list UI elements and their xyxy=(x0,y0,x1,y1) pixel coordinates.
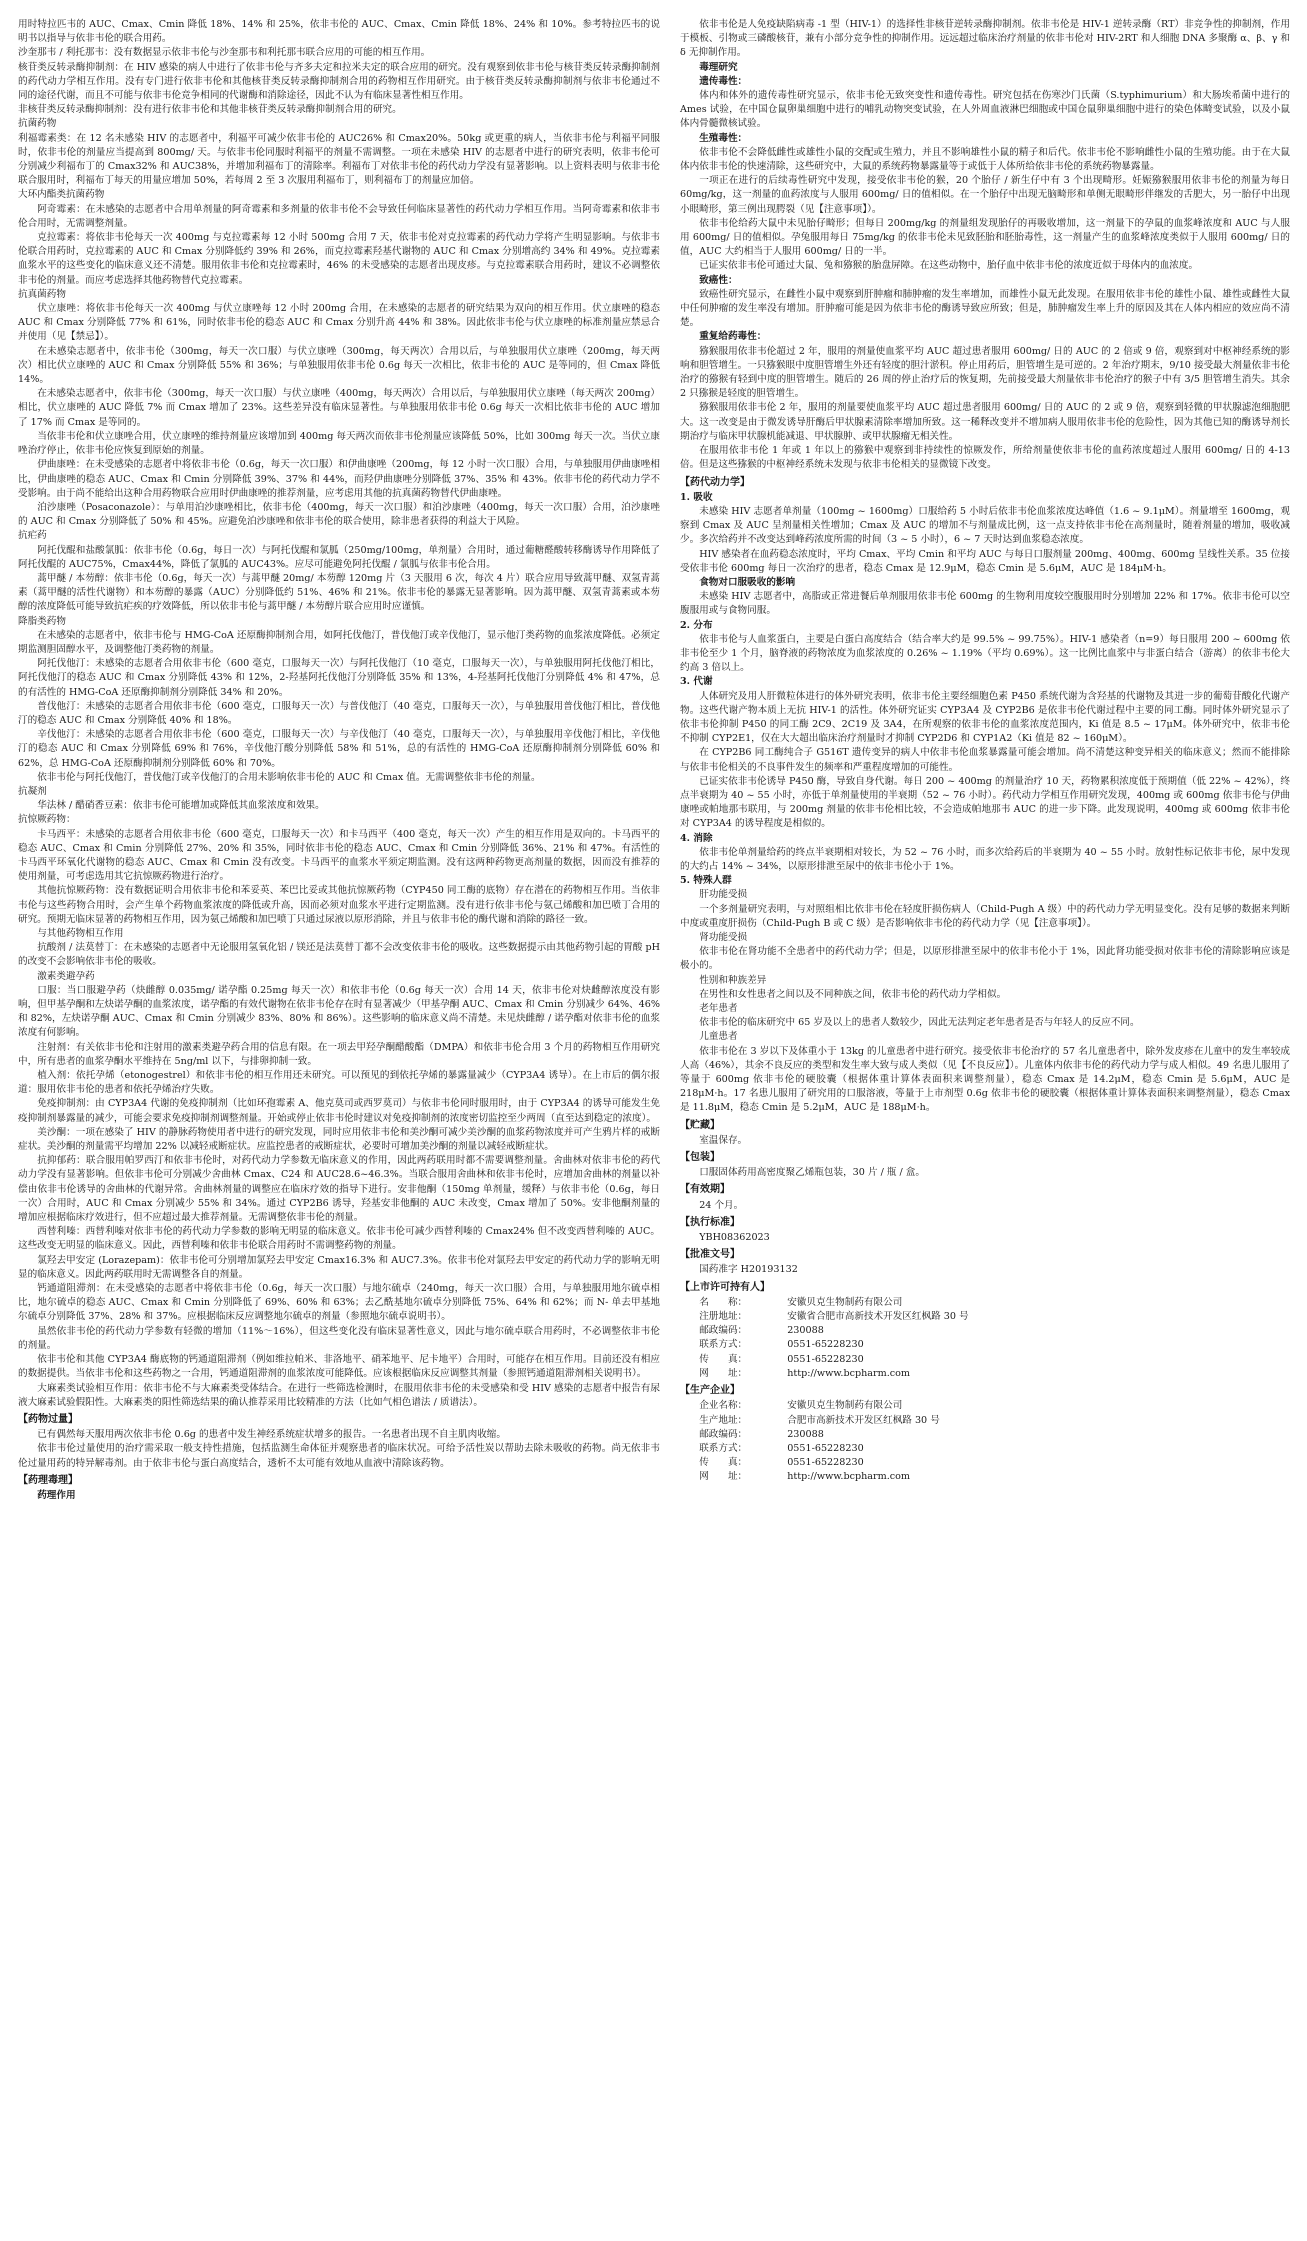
right-paragraph: HIV 感染者在血药稳态浓度时，平均 Cmax、平均 Cmin 和平均 AUC 与每日口服剂量 200mg、400mg、600mg 呈线性关系。35 位接受依非韦伦 600mg 每日一次治疗的患者，稳态 Cmax 是 12.9μM，稳态 Cmin 是 5.6μM，AUC 是 184μM·h。 xyxy=(680,548,1290,574)
left-paragraph: 依非韦伦过量使用的治疗需采取一般支持性措施，包括监测生命体征并观察患者的临床状况。可给予活性炭以帮助去除未吸收的药物。尚无依非韦伦过量用药的特异解毒剂。由于依非韦伦与蛋白高度结合，透析不太可能有效地从血液中清除该药物。 xyxy=(18,1443,660,1469)
right-paragraph: 依非韦伦的临床研究中 65 岁及以上的患者人数较少，因此无法判定老年患者是否与年轻人的反应不同。 xyxy=(699,1017,1140,1029)
maker-label: 网 址： xyxy=(699,1471,748,1483)
left-paragraph: 氯羟去甲安定 (Lorazepam)：依非韦伦可分别增加氯羟去甲安定 Cmax16.3% 和 AUC7.3%。依非韦伦对氯羟去甲安定的药代动力学的影响无明显的临床意义。因此两药联用时无需调整各自的剂量。 xyxy=(18,1254,660,1280)
holder-label: 名 称： xyxy=(699,1296,748,1308)
left-paragraph: 非核苷类反转录酶抑制剂：没有进行依非韦伦和其他非核苷类反转录酶抑制剂合用的研究。 xyxy=(18,104,402,116)
right-paragraph: 肝功能受损 xyxy=(699,889,748,901)
holder-table xyxy=(680,1296,1290,1381)
right-section-heading: 【执行标准】 xyxy=(680,1216,740,1228)
holder-row xyxy=(680,1324,1290,1338)
maker-label: 生产地址： xyxy=(699,1414,748,1426)
maker-value: 0551-65228230 xyxy=(787,1457,864,1469)
right-paragraph: 猕猴服用依非韦伦 2 年，服用的剂量要使血浆平均 AUC 超过患者服用 600mg/ 日的 AUC 的 2 或 9 倍，观察到轻微的甲状腺滤泡细胞肥大。这一改变是由于微发诱导肝酶后甲状腺素清除率增加所致。这一稀释改变并不增加病人服用依非韦伦的危险性，因为其他已知的酶诱导剂长期治疗与临床甲状腺机能减退、甲状腺肿、或甲状腺瘤无相关性。 xyxy=(680,402,1290,442)
left-section-heading: 【药物过量】 xyxy=(18,1413,78,1425)
left-paragraph: 西替利嗪：西替利嗪对依非韦伦的药代动力学参数的影响无明显的临床意义。依非韦伦可减少西替利嗪的 Cmax24% 但不改变西替利嗪的 AUC。这些改变无明显的临床意义。因此，西替利嗪和依非韦伦联合用药时不需调整药物的剂量。 xyxy=(18,1226,660,1252)
left-paragraph: 卡马西平：未感染的志愿者合用依非韦伦（600 毫克，口服每天一次）和卡马西平（400 毫克，每天一次）产生的相互作用是双向的。卡马西平的稳态 AUC、Cmax 和 Cmin 分别降低 27%、20% 和 35%，同时依非韦伦的稳态 AUC、Cmax 和 Cmin 分别降低 36%、21% 和 47%。有活性的卡马西平环氧化代谢物的稳态 AUC、Cmax 和 Cmin 没有改变。卡马西平的血浆水平须定期监测。没有这两种药物更高剂量的数据，因而没有推荐的使用剂量，可考虑选用其它抗惊厥药物进行治疗。 xyxy=(18,828,660,883)
left-paragraph: 蒿甲醚 / 本芴醇：依非韦伦（0.6g，每天一次）与蒿甲醚 20mg/ 本芴醇 120mg 片（3 天服用 6 次，每次 4 片）联合应用导致蒿甲醚、双氢青蒿素（蒿甲醚的活性代谢物）和本芴醇的暴露（AUC）分别降低约 51%、46% 和 21%。依非韦伦的暴露无显著影响。因为蒿甲醚、双氢青蒿素或本芴醇的浓度降低可能导致抗疟疾的疗效降低，所以依非韦伦与蒿甲醚 / 本芴醇片联合应用时应谨慎。 xyxy=(18,572,660,613)
maker-row xyxy=(680,1428,1290,1442)
left-paragraph: 虽然依非韦伦的药代动力学参数有轻微的增加（11%～16%），但这些变化没有临床显著性意义，因此与地尔硫卓联合用药时，不必调整依非韦伦的剂量。 xyxy=(18,1325,660,1351)
left-paragraph: 普伐他汀：未感染的志愿者合用依非韦伦（600 毫克，口服每天一次）与普伐他汀（40 毫克，口服每天一次），与单独服用普伐他汀相比，普伐他汀的稳态 AUC 和 Cmax 分别降低 40% 和 18%。 xyxy=(18,700,660,726)
left-paragraph: 降脂类药物 xyxy=(18,615,66,627)
left-paragraph: 抗酸剂 / 法莫替丁：在未感染的志愿者中无论服用氢氧化铝 / 镁还是法莫替丁都不会改变依非韦伦的吸收。这些数据提示由其他药物引起的胃酸 pH 的改变不会影响依非韦伦的吸收。 xyxy=(18,942,660,968)
holder-value: 安徽贝克生物制药有限公司 xyxy=(787,1296,903,1308)
maker-value: 安徽贝克生物制药有限公司 xyxy=(787,1400,903,1412)
holder-label: 注册地址： xyxy=(699,1311,748,1323)
left-paragraph: 利福霉素类：在 12 名未感染 HIV 的志愿者中，利福平可减少依非韦伦的 AUC26% 和 Cmax20%。50kg 或更重的病人，当依非韦伦与利福平同服时，依非韦伦的剂量应当提高到 800mg/ 天。与依非韦伦同服时利福平的剂量不需调整。一项在未感染 HIV 的志愿者中进行的研究表明，依非韦伦可分别减少利福布丁的 Cmax32% 和 AUC38%，并增加利福布丁的清除率。利福布丁对依非韦伦的药代动力学没有显著影响。以上资料表明与依非韦伦联合服用时，利福布丁每天的用量应增加 50%，若每周 2 至 3 次服用利福布丁，则利福布丁的剂量应加倍。 xyxy=(18,132,660,187)
right-paragraph: 性别和种族差异 xyxy=(699,974,767,986)
holder-value: 0551-65228230 xyxy=(787,1339,864,1351)
right-paragraph: 2. 分布 xyxy=(680,619,713,631)
right-paragraph: 一个多剂量研究表明，与对照组相比依非韦伦在轻度肝损伤病人（Child-Pugh A 级）中的药代动力学无明显变化。没有足够的数据来判断中度或重度肝损伤（Child-Pugh B 或 C 级）是否影响依非韦伦的药代动力学（见【注意事项】）。 xyxy=(680,903,1290,929)
left-paragraph: 用时特拉匹韦的 AUC、Cmax、Cmin 降低 18%、14% 和 25%，依非韦伦的 AUC、Cmax、Cmin 降低 18%、24% 和 10%。参考特拉匹韦的说明书以指导与依非韦伦的联合用药。 xyxy=(18,19,660,45)
holder-row xyxy=(680,1296,1290,1310)
right-paragraph: 依非韦伦在肾功能不全患者中的药代动力学；但是，以原形排泄至尿中的依非韦伦小于 1%，因此肾功能受损对依非韦伦的清除影响应该是极小的。 xyxy=(680,946,1290,972)
right-paragraph: 体内和体外的遗传毒性研究显示，依非韦伦无致突变性和遗传毒性。研究包括在伤寒沙门氏菌（S.typhimurium）和大肠埃希菌中进行的 Ames 试验，在中国仓鼠卵巢细胞中进行的哺乳动物突变试验，在人外周血液淋巴细胞或中国仓鼠卵巢细胞中进行的染色体畸变试验，以及小鼠体内骨髓微核试验。 xyxy=(680,90,1290,130)
left-paragraph: 植入剂：依托孕烯（etonogestrel）和依非韦伦的相互作用还未研究。可以预见的到依托孕烯的暴露量减少（CYP3A4 诱导）。在上市后的偶尔报道：服用依非韦伦的患者和依托孕烯治疗失败。 xyxy=(18,1070,660,1096)
right-paragraph: 室温保存。 xyxy=(699,1134,748,1146)
holder-value: 230088 xyxy=(787,1325,824,1337)
maker-value: 230088 xyxy=(787,1428,824,1440)
right-paragraph: 依非韦伦在 3 岁以下及体重小于 13kg 的儿童患者中进行研究。接受依非韦伦治疗的 57 名儿童患者中，除外发皮疹在儿童中的发生率较成人高（46%），其余不良反应的类型和发生率大致与成人类似（见【不良反应】）。儿童体内依非韦伦的药代动力学与成人相似。49 名患儿服用了等量于 600mg 依非韦伦的硬胶囊（根据体重计算体表面积来调整剂量），稳态 Cmax 是 14.2μM，稳态 Cmin 是 5.6μM，AUC 是 218μM·h。17 名患儿服用了研究用的口服溶液，等量于上市剂型 0.6g 依非韦伦的硬胶囊（根据体重计算体表面积来调整剂量），稳态 Cmax 是 11.8μM，稳态 Cmin 是 5.2μM，AUC 是 188μM·h。 xyxy=(680,1045,1290,1114)
right-section-heading: 【贮藏】 xyxy=(680,1119,720,1131)
left-paragraph: 阿奇霉素：在未感染的志愿者中合用单剂量的阿奇霉素和多剂量的依非韦伦不会导致任何临床显著性的药代动力学相互作用。当阿奇霉素和依非韦伦合用时，无需调整剂量。 xyxy=(18,203,660,229)
right-paragraph: 口服固体药用高密度聚乙烯瓶包装，30 片 / 瓶 / 盒。 xyxy=(699,1167,925,1179)
left-paragraph: 免疫抑制剂：由 CYP3A4 代谢的免疫抑制剂（比如环孢霉素 A、他克莫司或西罗莫司）与依非韦伦同时服用时，由于 CYP3A4 的诱导可能发生免疫抑制剂暴露量的减少，可能会要求免疫抑制剂调整剂量。开始或停止依非韦伦时建议对免疫抑制剂的浓度密切监控至少两周（直至达到稳定的浓度）。 xyxy=(18,1098,660,1124)
holder-label: 传 真： xyxy=(699,1353,748,1365)
holder-value: 0551-65228230 xyxy=(787,1353,864,1365)
right-paragraph: 肾功能受损 xyxy=(699,932,748,943)
right-paragraph: 猕猴服用依非韦伦超过 2 年，服用的剂量使血浆平均 AUC 超过患者服用 600mg/ 日的 AUC 的 2 倍或 9 倍，观察到对中枢神经系统的影响和胆管增生。一只猕猴眼中度胆管增生外还有轻度的胆汁淤积。停止用药后，胆管增生是可逆的。2 年治疗期末，9/10 接受最大剂量依非韦伦治疗的猕猴有轻到中度的胆管增生。随后的 26 周的停止治疗后的恢复期，先前接受最大剂量依非韦伦治疗的猴子中有 3/5 胆管增生消失。其余 2 只猕猴是轻度的胆管增生。 xyxy=(680,345,1290,400)
right-paragraph: 老年患者 xyxy=(699,1003,738,1015)
right-section-heading: 【药代动力学】 xyxy=(680,476,750,488)
right-paragraph: 生殖毒性： xyxy=(699,132,748,144)
right-section-heading: 【包装】 xyxy=(680,1152,720,1164)
right-paragraph: 依非韦伦不会降低雌性或雄性小鼠的交配或生殖力，并且不影响雄性小鼠的精子和后代。依非韦伦不影响雌性小鼠的生殖功能。由于在大鼠体内依非韦伦的快速清除，这些研究中，大鼠的系统药物暴露量等于或低于人体所给依非韦伦的系统药物暴露量。 xyxy=(680,146,1290,173)
left-paragraph: 核苷类反转录酶抑制剂：在 HIV 感染的病人中进行了依非韦伦与齐多夫定和拉米夫定的联合应用的研究。没有观察到依非韦伦与核苷类反转录酶抑制剂的药代动力学相互作用。没有专门进行依非韦伦和其他核苷类反转录酶抑制剂合用的药物相互作用研究。由于核苷类反转录酶抑制剂与依非韦伦通过不同的途径代谢，而且不可能与依非韦伦竞争相同的代谢酶和消除途径，因此不认为有临床显著性相互作用。 xyxy=(18,61,660,102)
right-column xyxy=(680,18,1290,1485)
left-paragraph: 华法林 / 醋硝香豆素：依非韦伦可能增加或降低其血浆浓度和效果。 xyxy=(37,800,325,812)
left-paragraph: 伏立康唑：将依非韦伦每天一次 400mg 与伏立康唑每 12 小时 200mg 合用，在未感染的志愿者的研究结果为双向的相互作用。伏立康唑的稳态 AUC 和 Cmax 分别降低 77% 和 61%，同时依非韦伦的稳态 AUC 和 Cmax 分别升高 44% 和 38%。因此依非韦伦与伏立康唑的标准剂量应禁忌合并使用（见【禁忌】）。 xyxy=(18,303,660,343)
left-paragraph: 沙奎那韦 / 利托那韦：没有数据显示依非韦伦与沙奎那韦和利托那韦联合应用的可能的相互作用。 xyxy=(18,47,431,59)
holder-value: http://www.bcpharm.com xyxy=(787,1367,910,1379)
maker-row xyxy=(680,1456,1290,1470)
right-section-heading: 【批准文号】 xyxy=(680,1249,740,1261)
holder-heading: 【上市许可持有人】 xyxy=(680,1281,770,1293)
maker-value: http://www.bcpharm.com xyxy=(787,1471,910,1483)
left-paragraph: 在未感染志愿者中，依非韦伦（300mg，每天一次口服）与伏立康唑（400mg，每天两次）合用以后，与单独服用伏立康唑（每天两次 200mg）相比，伏立康唑的 AUC 降低 7% 而 Cmax 增加了 23%。这些差异没有临床显著性。与单独服用依非韦伦 0.6g 每天一次相比依非韦伦的 AUC 增加了 17% 而 Cmax 是等同的。 xyxy=(18,388,660,428)
right-section-heading: 【有效期】 xyxy=(680,1184,730,1196)
maker-label: 邮政编码： xyxy=(699,1428,748,1440)
left-paragraph: 依非韦伦与阿托伐他汀，普伐他汀或辛伐他汀的合用未影响依非韦伦的 AUC 和 Cmax 值。无需调整依非韦伦的剂量。 xyxy=(37,771,541,783)
right-paragraph: 未感染 HIV 志愿者单剂量（100mg ~ 1600mg）口服给药 5 小时后依非韦伦血浆浓度达峰值（1.6 ~ 9.1μM）。剂量增至 1600mg，观察到 Cmax 及 AUC 呈剂量相关性增加；Cmax 及 AUC 的增加不与剂量成比例，这一点支持依非韦伦在高剂量时，随着剂量的增加，吸收减少。多次给药并不改变达到峰药浓度所需的时间（3 ~ 5 小时），6 ~ 7 天时达到血浆稳态浓度。 xyxy=(680,505,1290,546)
right-paragraph: 依非韦伦是人免疫缺陷病毒 -1 型（HIV-1）的选择性非核苷逆转录酶抑制剂。依非韦伦是 HIV-1 逆转录酶（RT）非竞争性的抑制剂，作用于模板、引物或三磷酸核苷，兼有小部分竞争性的抑制作用。远远超过临床治疗剂量的依非韦伦对 HIV-2RT 和人细胞 DNA 多聚酶 α、β、γ 和 δ 无抑制作用。 xyxy=(680,19,1290,59)
left-column xyxy=(18,18,660,1503)
right-paragraph: 在服用依非韦伦 1 年或 1 年以上的猕猴中观察到非持续性的惊厥发作，所给剂量使依非韦伦的血药浓度超过人服用 600mg/ 日的 4-13 倍。但是这些猕猴的中枢神经系统未发现与依非韦伦相关的显微镜下改变。 xyxy=(680,445,1290,471)
holder-row xyxy=(680,1338,1290,1352)
left-paragraph: 与其他药物相互作用 xyxy=(37,928,124,939)
left-paragraph: 钙通道阻滞剂：在未受感染的志愿者中将依非韦伦（0.6g，每天一次口服）与地尔硫卓（240mg，每天一次口服）合用，与单独服用地尔硫卓相比，地尔硫卓的稳态 AUC、Cmax 和 Cmin 分别降低了 69%、60% 和 63%；去乙酰基地尔硫卓分别降低 75%、64% 和 62%；而 N- 单去甲基地尔硫卓分别降低 37%、28% 和 37%。应根据临床反应调整地尔硫卓的剂量（参照地尔硫卓说明书）。 xyxy=(18,1283,660,1323)
maker-value: 合肥市高新技术开发区红枫路 30 号 xyxy=(787,1414,940,1426)
left-paragraph: 抗真菌药物 xyxy=(18,288,66,300)
right-paragraph: 依非韦伦给药大鼠中未见胎仔畸形；但每日 200mg/kg 的剂量组发现胎仔的再吸收增加，这一剂量下的孕鼠的血浆峰浓度和 AUC 与人服用 600mg/ 日的值相似。孕兔服用每日 75mg/kg 的依非韦伦未见致胚胎和胚胎毒性，这一剂量产生的血浆峰浓度类似于人服用 600mg/ 日的值，AUC 大约相当于人服用 600mg/ 日的一半。 xyxy=(680,217,1290,258)
holder-label: 联系方式： xyxy=(699,1339,748,1351)
right-paragraph: 1. 吸收 xyxy=(680,491,713,503)
holder-value: 安徽省合肥市高新技术开发区红枫路 30 号 xyxy=(787,1311,969,1323)
right-paragraph: 已证实依非韦伦可通过大鼠、兔和猕猴的胎盘屏障。在这些动物中，胎仔血中依非韦伦的浓度近似于母体内的血浓度。 xyxy=(699,260,1199,272)
right-paragraph: 在 CYP2B6 同工酶纯合子 G516T 遗传变异的病人中依非韦伦血浆暴露量可能会增加。尚不清楚这种变异相关的临床意义；然而不能排除与依非韦伦相关的不良事件发生的频率和严重程度增加的可能性。 xyxy=(680,747,1290,773)
right-paragraph: 依非韦伦单剂量给药的终点半衰期相对较长，为 52 ~ 76 小时，而多次给药后的半衰期为 40 ~ 55 小时。放射性标记依非韦伦，尿中发现的大约占 14% ~ 34%，以原形排泄至尿中的依非韦伦小于 1%。 xyxy=(680,846,1290,872)
left-paragraph: 抗抑郁药：联合服用帕罗西汀和依非韦伦时，对药代动力学参数无临床意义的作用，因此两药联用时都不需要调整剂量。舍曲林对依非韦伦的药代动力学没有显著影响。但依非韦伦可分别减少舍曲林 Cmax、C24 和 AUC28.6~46.3%。当联合服用舍曲林和依非韦伦时，应增加舍曲林的剂量以补偿由依非韦伦诱导的舍曲林的代谢异常。舍曲林剂量的调整应在临床疗效的指导下进行。安非他酮（150mg 单剂量，缓释）与依非韦伦（0.6g，每日一次）合用时，AUC 和 Cmax 分别减少 55% 和 34%。通过 CYP2B6 诱导，羟基安非他酮的 AUC 未改变，Cmax 增加了 50%。安非他酮剂量的增加应根据临床疗效进行，但不应超过最大推荐剂量。无需调整依非韦伦的剂量。 xyxy=(18,1155,660,1224)
left-paragraph: 美沙酮：一项在感染了 HIV 的静脉药物使用者中进行的研究发现，同时应用依非韦伦和美沙酮可减少美沙酮的血浆药物浓度并可产生鸦片样的戒断症状。美沙酮的剂量需平均增加 22% 以减轻戒断症状。应监控患者的戒断症状，必要时可增加美沙酮的剂量以减轻戒断症状。 xyxy=(18,1126,660,1153)
right-paragraph: 食物对口服吸收的影响 xyxy=(699,576,796,588)
holder-row xyxy=(680,1367,1290,1381)
right-body xyxy=(680,18,1290,1278)
left-paragraph: 抗惊厥药物： xyxy=(18,814,76,826)
maker-value: 0551-65228230 xyxy=(787,1442,864,1454)
left-paragraph: 激素类避孕药 xyxy=(37,970,95,982)
right-paragraph: 已证实依非韦伦诱导 P450 酶，导致自身代谢。每日 200 ~ 400mg 的剂量治疗 10 天，药物累积浓度低于预期值（低 22% ~ 42%），终点半衰期为 40 ~ 55 小时，亦低于单剂量使用的半衰期（52 ~ 76 小时）。药代动力学相互作用研究发现，400mg 或 600mg 依非韦伦与伊曲康唑或帕地那韦联用，与 200mg 剂量的依非韦伦相比较，不会造成帕地那韦 AUC 的进一步下降。此发现说明，400mg 或 600mg 依非韦伦对 CYP3A4 的诱导程度是相似的。 xyxy=(680,775,1290,830)
holder-row xyxy=(680,1310,1290,1324)
right-paragraph: 24 个月。 xyxy=(699,1199,744,1211)
right-paragraph: YBH08362023 xyxy=(699,1232,770,1244)
holder-label: 邮政编码： xyxy=(699,1325,748,1337)
right-paragraph: 致癌性： xyxy=(699,274,738,286)
maker-row xyxy=(680,1470,1290,1484)
left-paragraph: 在未感染志愿者中，依非韦伦（300mg，每天一次口服）与伏立康唑（300mg，每天两次）合用以后，与单独服用伏立康唑（200mg，每天两次）相比伏立康唑的 AUC 和 Cmax 分别降低 55% 和 36%；与单独服用依非韦伦 0.6g 每天一次相比，依非韦伦的 AUC 是等同的，但 Cmax 降低 14%。 xyxy=(18,345,660,386)
maker-row xyxy=(680,1414,1290,1428)
maker-label: 传 真： xyxy=(699,1457,748,1469)
left-paragraph: 大环内酯类抗菌药物 xyxy=(18,189,105,201)
right-paragraph: 在男性和女性患者之间以及不同种族之间，依非韦伦的药代动力学相似。 xyxy=(699,988,1007,1000)
right-paragraph: 遗传毒性： xyxy=(699,75,748,87)
left-paragraph: 其他抗惊厥药物：没有数据证明合用依非韦伦和苯妥英、苯巴比妥或其他抗惊厥药物（CYP450 同工酶的底物）存在潜在的药物相互作用。当依非韦伦与这些药物合用时，会产生单个药物血浆浓度的降低或升高，因而必须对血浆水平进行定期监测。没有进行依非韦伦与氨己烯酸和加巴喷丁合用的研究。预期无临床显著的药物相互作用，因为氨己烯酸和加巴喷丁只通过尿液以原形消除，并且与依非韦伦的酶代谢和消除的路径一致。 xyxy=(18,885,660,925)
maker-row xyxy=(680,1399,1290,1413)
left-paragraph: 抗疟药 xyxy=(18,530,47,542)
right-paragraph: 重复给药毒性： xyxy=(699,331,767,343)
right-paragraph: 5. 特殊人群 xyxy=(680,875,732,887)
left-paragraph: 抗凝剂 xyxy=(18,785,47,797)
left-paragraph: 泊沙康唑（Posaconazole）：与单用泊沙康唑相比，依非韦伦（400mg，每天一次口服）和泊沙康唑（400mg，每天一次口服）合用，泊沙康唑的 AUC 和 Cmax 分别降低了 50% 和 45%。应避免泊沙康唑和依非韦伦的联合使用，除非患者获得的利益大于风险。 xyxy=(18,501,660,528)
holder-label: 网 址： xyxy=(699,1367,748,1379)
maker-table xyxy=(680,1399,1290,1484)
left-paragraph: 已有偶然每天服用两次依非韦伦 0.6g 的患者中发生神经系统症状增多的报告。一名患者出现不自主肌肉收缩。 xyxy=(37,1429,506,1441)
maker-row xyxy=(680,1442,1290,1456)
left-paragraph: 注射剂：有关依非韦伦和注射用的激素类避孕药合用的信息有限。在一项去甲羟孕酮醋酸酯（DMPA）和依非韦伦合用 3 个月的药物相互作用研究中，所有患者的血浆孕酮水平维持在 5ng/ml 以下，与排卵抑制一致。 xyxy=(18,1041,660,1067)
holder-row xyxy=(680,1353,1290,1367)
left-section-heading: 【药理毒理】 xyxy=(18,1474,78,1486)
right-paragraph: 4. 消除 xyxy=(680,832,713,844)
left-paragraph: 药理作用 xyxy=(37,1489,76,1501)
left-paragraph: 辛伐他汀：未感染的志愿者合用依非韦伦（600 毫克，口服每天一次）与辛伐他汀（40 毫克，口服每天一次），与单独服用辛伐他汀相比，辛伐他汀的稳态 AUC 和 Cmax 分别降低 69% 和 76%，辛伐他汀酸分别降低 58% 和 51%，总的有活性的 HMG-CoA 还原酶抑制剂分别降低 60% 和 62%，总 HMG-CoA 还原酶抑制剂分别降低 60% 和 70%。 xyxy=(18,729,660,769)
left-paragraph: 抗菌药物 xyxy=(18,118,57,130)
maker-heading: 【生产企业】 xyxy=(680,1385,740,1397)
right-paragraph: 儿童患者 xyxy=(699,1031,738,1043)
left-paragraph: 阿托伐醌和盐酸氯胍：依非韦伦（0.6g，每日一次）与阿托伐醌和氯胍（250mg/100mg，单剂量）合用时，通过葡糖醛酸转移酶诱导作用降低了阿托伐醌的 AUC75%，Cmax44%，降低了氯胍的 AUC43%。应尽可能避免阿托伐醌 / 氯胍与依非韦伦合用。 xyxy=(18,544,660,570)
right-paragraph: 毒理研究 xyxy=(699,61,738,73)
maker-label: 企业名称： xyxy=(699,1400,748,1412)
right-paragraph: 未感染 HIV 志愿者中，高脂或正常进餐后单剂服用依非韦伦 600mg 的生物利用度较空腹服用时分别增加 22% 和 17%。依非韦伦可以空腹服用或与食物同服。 xyxy=(680,591,1290,617)
left-paragraph: 伊曲康唑：在未受感染的志愿者中将依非韦伦（0.6g，每天一次口服）和伊曲康唑（200mg，每 12 小时一次口服）合用，与单独服用伊曲康唑相比，伊曲康唑的稳态 AUC、Cmax 和 Cmin 分别降低 39%、37% 和 44%，而羟伊曲康唑分别降低 37%、35% 和 43%。依非韦伦的药代动力学不受影响。由于尚不能给出这种合用药物联合应用时伊曲康唑的推荐剂量，应考虑用其他的抗真菌药物替代伊曲康唑。 xyxy=(18,459,660,499)
left-paragraph: 在未感染的志愿者中，依非韦伦与 HMG-CoA 还原酶抑制剂合用，如阿托伐他汀，普伐他汀或辛伐他汀，显示他汀类药物的血浆浓度降低。必须定期监测胆固醇水平，及调整他汀类药物的剂量。 xyxy=(18,629,660,655)
right-paragraph: 国药准字 H20193132 xyxy=(699,1264,798,1276)
left-paragraph: 依非韦伦和其他 CYP3A4 酶底物的钙通道阻滞剂（例如维拉帕米、非洛地平、硝苯地平、尼卡地平）合用时，可能存在相互作用。目前还没有相应的数据提供。当依非韦伦和这些药物之一合用，钙通道阻滞剂的血浆浓度可能降低。应该根据临床反应调整其剂量（参照钙通道阻滞剂相关说明书）。 xyxy=(18,1354,660,1380)
left-paragraph: 大麻素类试验相互作用：依非韦伦不与大麻素类受体结合。在进行一些筛选检测时，在服用依非韦伦的未受感染和受 HIV 感染的志愿者中报告有尿液大麻素试验假阳性。大麻素类的阳性筛选结果的确认推荐采用比较精准的方法（比如气相色谱法 / 质谱法）。 xyxy=(18,1382,660,1408)
left-paragraph: 当依非韦伦和伏立康唑合用，伏立康唑的维持剂量应该增加到 400mg 每天两次而依非韦伦剂量应该降低 50%，比如 300mg 每天一次。当伏立康唑治疗停止，依非韦伦应恢复到原始的剂量。 xyxy=(18,430,660,457)
right-paragraph: 一项正在进行的后续毒性研究中发现，接受依非韦伦的猴，20 个胎仔 / 新生仔中有 3 个出现畸形。妊娠猕猴服用依非韦伦的剂量为每日 60mg/kg，这一剂量的血药浓度与人服用 600mg/ 日的值相似。在一个胎仔中出现无脑畸形和单侧无眼畸形伴继发的舌肥大，另一胎仔中出现小眼畸形，第三例出现腭裂（见【注意事项】）。 xyxy=(680,175,1290,215)
maker-label: 联系方式： xyxy=(699,1442,748,1454)
right-paragraph: 人体研究及用人肝微粒体进行的体外研究表明，依非韦伦主要经细胞色素 P450 系统代谢为含羟基的代谢物及其进一步的葡萄苷酸化代谢产物。这些代谢产物本质上无抗 HIV-1 的活性。体外研究证实 CYP3A4 及 CYP2B6 是依非韦伦代谢过程中主要的同工酶。同时体外研究显示了依非韦伦抑制 P450 的同工酶 2C9、2C19 及 3A4，在所观察的依非韦伦的血浆浓度范围内，Ki 值是 8.5 ~ 17μM。体外研究中，依非韦伦不抑制 CYP2E1，仅在大大超出临床治疗剂量时才抑制 CYP2D6 和 CYP1A2（Ki 值是 82 ~ 160μM）。 xyxy=(680,690,1290,745)
left-paragraph: 口服：当口服避孕药（炔雌醇 0.035mg/ 诺孕酯 0.25mg 每天一次）和依非韦伦（0.6g 每天一次）合用 14 天，依非韦伦对炔雌醇浓度没有影响，但甲基孕酮和左炔诺孕酮的血浆浓度，诺孕酯的有效代谢物在依非韦伦存在时有显著减少（甲基孕酮 AUC、Cmax 和 Cmin 分别减少 64%、46% 和 82%，左炔诺孕酮 AUC、Cmax 和 Cmin 分别减少 83%、80% 和 86%）。这些影响的临床意义尚不清楚。未见炔雌醇 / 诺孕酯对依非韦伦的血浆浓度有何影响。 xyxy=(18,984,660,1039)
right-paragraph: 依非韦伦与人血浆蛋白，主要是白蛋白高度结合（结合率大约是 99.5% ~ 99.75%）。HIV-1 感染者（n=9）每日服用 200 ~ 600mg 依非韦伦至少 1 个月，脑脊液的药物浓度为血浆浓度的 0.26% ~ 1.19%（平均 0.69%）。这一比例比血浆中与非蛋白结合（游离）的依非韦伦大约高 3 倍以上。 xyxy=(680,633,1290,674)
right-paragraph: 3. 代谢 xyxy=(680,676,713,688)
left-paragraph: 克拉霉素：将依非韦伦每天一次 400mg 与克拉霉素每 12 小时 500mg 合用 7 天，依非韦伦对克拉霉素的药代动力学将产生明显影响。与依非韦伦联合用药时，克拉霉素的 AUC 和 Cmax 分别降低约 39% 和 26%，而克拉霉素羟基代谢物的 AUC 和 Cmax 分别增高约 34% 和 49%。克拉霉素血浆水平的这些变化的临床意义还不清楚。服用依非韦伦和克拉霉素时，46% 的未受感染的志愿者出现皮疹。与克拉霉素联合用药时，建议不必调整依非韦伦的剂量。而应考虑选择其他药物替代克拉霉素。 xyxy=(18,232,660,286)
left-paragraph: 阿托伐他汀：未感染的志愿者合用依非韦伦（600 毫克，口服每天一次）与阿托伐他汀（10 毫克，口服每天一次），与单独服用阿托伐他汀相比，阿托伐他汀的稳态 AUC 和 Cmax 分别降低 43% 和 12%，2-羟基阿托伐他汀分别降低 35% 和 13%，4-羟基阿托伐他汀分别降低 4% 和 47%，总的有活性的 HMG-CoA 还原酶抑制剂分别降低 34% 和 20%。 xyxy=(18,658,660,698)
right-paragraph: 致癌性研究显示，在雌性小鼠中观察到肝肿瘤和肺肿瘤的发生率增加，而雄性小鼠无此发现。在服用依非韦伦的雄性小鼠、雄性或雌性大鼠中任何肿瘤的发生率没有增加。肝肿瘤可能是因为依非韦伦的酶诱导致应所致；但是，肺肿瘤发生率上升的原因及其在人体内相应的效应尚不清楚。 xyxy=(680,288,1290,329)
